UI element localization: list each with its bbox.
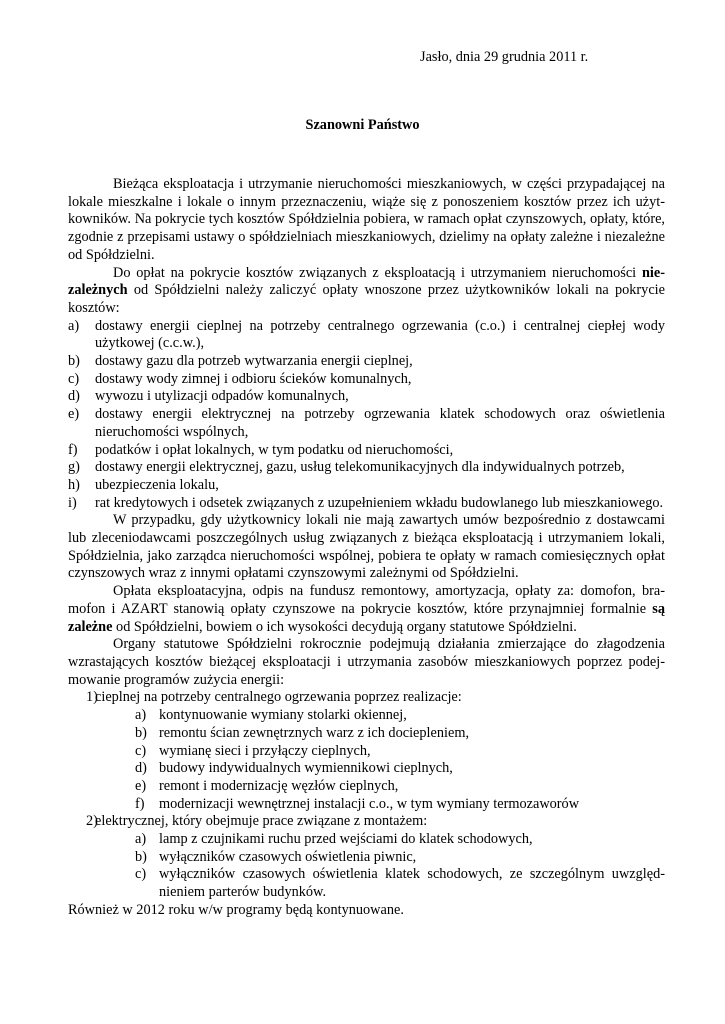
list-item-text: budowy indywidualnych wymiennikowi cieplnych,: [159, 760, 453, 777]
list-item: [68, 477, 665, 495]
list-marker: a): [135, 831, 147, 848]
date-line: Jasło, dnia 29 grudnia 2011 r.: [420, 49, 589, 65]
list-item-text: modernizacji wewnętrznej instalacji c.o., w tym wymiany termozaworów: [159, 795, 580, 812]
list-marker: a): [135, 707, 147, 724]
list-item-text: dostawy wody zimnej i odbioru ścieków komunalnych,: [95, 370, 412, 387]
list-item: [68, 371, 665, 389]
list-item: [135, 831, 665, 849]
emphasis-independent: niezależnych: [68, 264, 665, 299]
list-marker: d): [135, 760, 147, 777]
paragraph-dependent-costs: [68, 583, 665, 636]
list-item: [68, 388, 665, 406]
paragraph-text: od Spółdzielni należy zaliczyć opłaty wnoszone przez użytkowników lokali na pokrycie kosztów:: [68, 282, 665, 316]
list-item-text: dostawy energii elektrycznej, gazu, usług telekomunikacyjnych dla indywidualnych potrzeb,: [95, 459, 625, 476]
independent-costs-list: [68, 318, 665, 513]
programs-list: [68, 689, 665, 901]
list-marker: 1): [86, 689, 98, 706]
program-label: elektrycznej, który obejmuje prace związane z montażem:: [95, 813, 428, 830]
paragraph-intro: Bieżąca eksploatacja i utrzymanie nieruchomości mieszkaniowych, w części przypadającej na lokale mieszkalne i lokale o innym przeznaczeniu, wiąże się z ponoszeniem kosztów przez ich użytkowników. Na pokrycie tych kosztów Spółdzielnia pobiera, w ramach opłat czynszowych, opłaty, które, zgodnie z przepisami ustawy o spółdzielniach mieszkaniowych, dzielimy na opłaty zależne i niezależne od Spółdzielni.: [68, 176, 665, 263]
heating-program-list: [95, 707, 665, 813]
list-item-text: kontynuowanie wymiany stolarki okiennej,: [159, 707, 407, 724]
list-item-text: wymianę sieci i przyłączy cieplnych,: [159, 742, 371, 759]
list-marker: a): [68, 317, 80, 334]
program-item: [68, 689, 665, 813]
paragraph-text: od Spółdzielni, bowiem o ich wysokości decydują organy statutowe Spółdzielni.: [112, 618, 577, 635]
list-item: [135, 760, 665, 778]
program-item: [68, 813, 665, 902]
list-marker: c): [135, 866, 147, 883]
list-marker: b): [135, 724, 147, 741]
emphasis-dependent: są zależne: [68, 600, 665, 635]
list-marker: b): [135, 848, 147, 865]
list-marker: g): [68, 459, 80, 476]
list-item-text: wyłączników czasowych oświetlenia klatek schodowych, ze szczególnym uwzględnieniem parterów budynków.: [159, 866, 665, 901]
list-marker: d): [68, 388, 80, 405]
list-item: [68, 459, 665, 477]
list-item-text: dostawy energii elektrycznej na potrzeby ogrzewania klatek schodowych oraz oświetlenia nieruchomości wspólnych,: [95, 406, 665, 440]
electric-program-list: [95, 831, 665, 902]
list-item: [135, 743, 665, 761]
list-item: [68, 495, 665, 513]
list-marker: e): [135, 777, 147, 794]
list-marker: 2): [86, 813, 98, 830]
list-item: [135, 778, 665, 796]
paragraph-text: Opłata eksploatacyjna, odpis na fundusz remontowy, amortyzacja, opłaty za: domofon, bramofon i AZART stanowią opłaty czynszowe na pokrycie kosztów, które przynajmniej formalnie: [68, 583, 665, 617]
list-item: [135, 866, 665, 901]
closing-line: Również w 2012 roku w/w programy będą kontynuowane.: [68, 901, 404, 918]
list-item: [68, 442, 665, 460]
list-item-text: dostawy energii cieplnej na potrzeby centralnego ogrzewania (c.o.) i centralnej ciepłej wody użytkowej (c.c.w.),: [95, 317, 665, 352]
list-item-text: wywozu i utylizacji odpadów komunalnych,: [95, 388, 349, 405]
list-item: [68, 318, 665, 353]
program-label: cieplnej na potrzeby centralnego ogrzewania poprzez realizacje:: [95, 689, 462, 706]
list-marker: c): [68, 370, 80, 387]
paragraph-independent-costs: [68, 265, 665, 318]
list-marker: h): [68, 476, 80, 493]
list-item: [135, 849, 665, 867]
list-item-text: lamp z czujnikami ruchu przed wejściami do klatek schodowych,: [159, 831, 533, 848]
paragraph-programs: Organy statutowe Spółdzielni rokrocznie podejmują działania zmierzające do złagodzenia wzrastających kosztów bieżącej eksploatacji i utrzymania zasobów mieszkaniowych poprzez podejmowanie programów zużycia energii:: [68, 636, 665, 688]
list-item: [135, 796, 665, 814]
list-marker: f): [135, 795, 145, 812]
list-item: [68, 353, 665, 371]
list-item-text: rat kredytowych i odsetek związanych z uzupełnieniem wkładu budowlanego lub mieszkaniowego.: [95, 494, 664, 511]
list-marker: e): [68, 406, 80, 423]
paragraph-text: Do opłat na pokrycie kosztów związanych z eksploatacją i utrzymaniem nieruchomości: [113, 264, 642, 281]
list-item-text: podatków i opłat lokalnych, w tym podatku od nieruchomości,: [95, 441, 454, 458]
list-marker: c): [135, 742, 147, 759]
list-item: [68, 406, 665, 441]
list-item-text: remontu ścian zewnętrznych warz z ich dociepleniem,: [159, 724, 470, 741]
list-item-text: remont i modernizację węzłów cieplnych,: [159, 777, 399, 794]
list-item: [135, 707, 665, 725]
list-item-text: dostawy gazu dla potrzeb wytwarzania energii cieplnej,: [95, 353, 413, 370]
list-marker: b): [68, 353, 80, 370]
list-item-text: wyłączników czasowych oświetlenia piwnic,: [159, 848, 417, 865]
salutation: Szanowni Państwo: [305, 117, 420, 133]
list-marker: i): [68, 494, 77, 511]
letter-body: [68, 176, 665, 920]
list-item-text: ubezpieczenia lokalu,: [95, 476, 219, 493]
paragraph-billing: W przypadku, gdy użytkownicy lokali nie mają zawartych umów bezpośrednio z dostawcami lub zleceniodawcami poszczególnych usług związanych z bieżąca eksploatacją i utrzymaniem lokali, Spółdzielnia, jako zarządca nieruchomości wspólnej, pobiera te opłaty w ramach comiesięcznych opłat czynszowych wraz z innymi opłatami czynszowymi zależnymi od Spółdzielni.: [68, 512, 665, 582]
list-marker: f): [68, 441, 78, 458]
list-item: [135, 725, 665, 743]
